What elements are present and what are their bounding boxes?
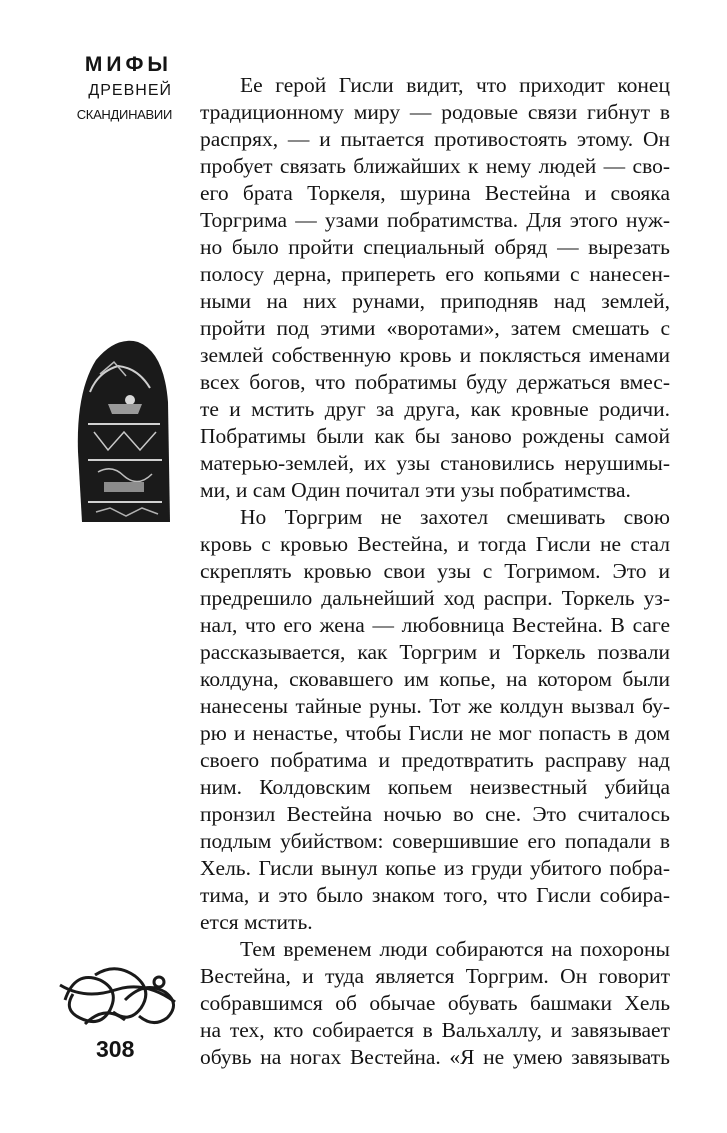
text-line: на тех, кто собирается в Вальхаллу, и завязывает: [200, 1018, 670, 1042]
text-line: Вестейна, и туда является Торгрим. Он говорит: [200, 964, 670, 988]
text-line: землей собственную кровь и поклясться именами: [200, 343, 670, 367]
text-line: пронзил Вестейна ночью во сне. Это считалось: [200, 802, 670, 826]
text-line: рю и ненастье, чтобы Гисли не мог попасть в дом: [200, 721, 670, 745]
text-line: скреплять кровью свои узы с Тогримом. Это и: [200, 559, 670, 583]
text-line: те и мстить друг за друга, как кровные родичи.: [200, 397, 670, 421]
text-line: ним. Колдовским копьем неизвестный убийца: [200, 775, 670, 799]
text-line: кровь с кровью Вестейна, и тогда Гисли не стал: [200, 532, 670, 556]
header-title-line3: СКАНДИНАВИИ: [76, 107, 172, 122]
interlace-knot-ornament: [55, 960, 185, 1030]
text-line: предрешило дальнейший ход распри. Торкель уз-: [200, 586, 670, 610]
text-line: нанесены тайные руны. Тот же колдун вызвал бу-: [200, 694, 670, 718]
text-line: Тем временем люди собираются на похороны: [240, 937, 670, 961]
paragraph-3: [200, 936, 670, 1071]
page-number: 308: [96, 1036, 135, 1062]
main-text: [200, 72, 670, 1071]
text-line: Но Торгрим не захотел смешивать свою: [240, 505, 670, 529]
text-line: матерью-землей, их узы становились нерушимы-: [200, 451, 670, 475]
text-line: полосу дерна, припереть его копьями с нанесен-: [200, 262, 670, 286]
paragraph-2: [200, 504, 670, 936]
header-title-line2: ДРЕВНЕЙ: [88, 82, 172, 99]
text-line: пробует связать ближайших к нему людей — сво-: [200, 154, 670, 178]
text-line: пройти под этими «воротами», затем смешать с: [200, 316, 670, 340]
text-line: распрях, — и пытается противостоять этому. Он: [200, 127, 670, 151]
header-title-line1: МИФЫ: [84, 53, 172, 76]
text-line: ными на них рунами, приподняв над землей,: [200, 289, 670, 313]
text-line: но было пройти специальный обряд — вырезать: [200, 235, 670, 259]
text-line: Торгрима — узами побратимства. Для этого нуж-: [200, 208, 670, 232]
runestone-illustration: [68, 332, 178, 532]
text-line: рассказывается, как Торгрим и Торкель позвали: [200, 640, 670, 664]
paragraph-1: [200, 72, 670, 504]
running-header: [62, 52, 172, 126]
text-line: ется мстить.: [200, 910, 313, 934]
text-line: обувь на ногах Вестейна. «Я не умею завязывать: [200, 1045, 670, 1069]
text-line: колдуна, сковавшего им копье, на котором были: [200, 667, 670, 691]
text-line: традиционному миру — родовые связи гибнут в: [200, 100, 670, 124]
text-line: подлым убийством: совершившие его попадали в: [200, 829, 670, 853]
text-line: тима, и это было знаком того, что Гисли собира-: [200, 883, 670, 907]
text-line: его брата Торкеля, шурина Вестейна и свояка: [200, 181, 670, 205]
text-line: своего побратима и предотвратить расправу над: [200, 748, 670, 772]
text-line: Ее герой Гисли видит, что приходит конец: [240, 73, 670, 97]
text-line: собравшимся об обычае обувать башмаки Хель: [200, 991, 670, 1015]
text-line: нал, что его жена — любовница Вестейна. В саге: [200, 613, 670, 637]
text-line: ми, и сам Один почитал эти узы побратимства.: [200, 478, 631, 502]
text-line: Побратимы были как бы заново рождены самой: [200, 424, 670, 448]
text-line: всех богов, что побратимы буду держаться вмес-: [200, 370, 670, 394]
text-line: Хель. Гисли вынул копье из груди убитого побра-: [200, 856, 670, 880]
